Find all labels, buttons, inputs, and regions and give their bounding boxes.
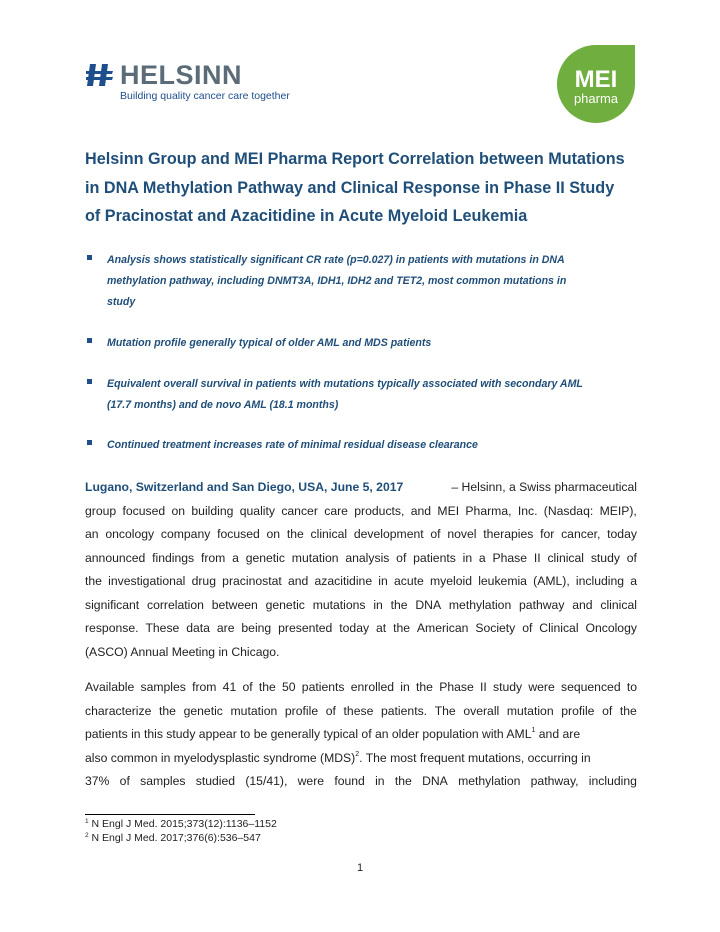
- highlight-item: [85, 250, 645, 313]
- helsinn-mark-icon: [86, 64, 114, 86]
- dateline: Lugano, Switzerland and San Diego, USA, June 5, 2017: [85, 480, 404, 494]
- page-number: 1: [356, 862, 364, 874]
- paragraph-text: also common in myelodysplastic syndrome (MDS)$^2$. The most frequent mutations, occurring in: [85, 750, 591, 765]
- footnote-item: $^1$ N Engl J Med. 2015;373(12):1136–1152: [85, 818, 277, 830]
- mei-pharma-logo: [557, 45, 635, 123]
- title-line: Helsinn Group and MEI Pharma Report Correlation between Mutations: [85, 150, 625, 168]
- paragraph-line: response. These data are being presented today at the American Society of Clinical Oncology: [85, 621, 637, 635]
- mei-logo-badge: [557, 45, 635, 123]
- paragraph-line: [85, 723, 637, 747]
- footnote-ref[interactable]: 2: [355, 750, 360, 758]
- press-release-title: [85, 145, 655, 231]
- paragraph-line: [85, 476, 637, 500]
- highlight-item: [85, 435, 645, 456]
- title-line: of Pracinostat and Azacitidine in Acute Myeloid Leukemia: [85, 207, 528, 225]
- helsinn-tagline: Building quality cancer care together: [120, 90, 290, 102]
- paragraph-line: [85, 747, 637, 771]
- square-bullet-icon: [87, 379, 92, 384]
- highlight-line: Equivalent overall survival in patients with mutations typically associated with secondary AML: [107, 378, 583, 390]
- highlight-line: (17.7 months) and de novo AML (18.1 months): [107, 399, 339, 411]
- footnote-divider: [85, 814, 255, 815]
- highlight-line: Continued treatment increases rate of minimal residual disease clearance: [107, 439, 478, 451]
- paragraph-line: Available samples from 41 of the 50 patients enrolled in the Phase II study were sequenced to: [85, 680, 637, 694]
- highlight-item: [85, 374, 645, 416]
- paragraph-line: (ASCO) Annual Meeting in Chicago.: [85, 644, 280, 659]
- highlight-line: methylation pathway, including DNMT3A, IDH1, IDH2 and TET2, most common mutations in: [107, 275, 567, 287]
- body-paragraph-2: [85, 676, 637, 794]
- mei-logo-line2: pharma: [573, 91, 619, 106]
- footnote-item: $^2$ N Engl J Med. 2017;376(6):536–547: [85, 832, 261, 844]
- square-bullet-icon: [87, 338, 92, 343]
- paragraph-line: an oncology company focused on the clinical development of novel therapies for cancer, today: [85, 527, 637, 541]
- highlight-item: [85, 333, 645, 354]
- paragraph-text: patients in this study appear to be generally typical of an older population with AML$^1$ and are: [85, 727, 581, 741]
- highlight-line: Analysis shows statistically significant CR rate (p=0.027) in patients with mutations in DNA: [107, 254, 565, 266]
- mei-logo-line1: MEI: [574, 66, 618, 93]
- title-line: in DNA Methylation Pathway and Clinical Response in Phase II Study: [85, 178, 615, 197]
- highlight-line: Mutation profile generally typical of older AML and MDS patients: [107, 337, 432, 349]
- paragraph-line: characterize the genetic mutation profile of these patients. The overall mutation profile of the: [85, 703, 637, 718]
- square-bullet-icon: [87, 440, 92, 445]
- body-paragraph-1: [85, 476, 637, 664]
- footnotes: [85, 817, 277, 845]
- footnote-ref[interactable]: 1: [531, 727, 536, 734]
- paragraph-line: the investigational drug pracinostat and azacitidine in acute myeloid leukemia (AML), including a: [85, 574, 637, 588]
- helsinn-wordmark: HELSINN: [120, 60, 243, 90]
- paragraph-line: 37% of samples studied (15/41), were found in the DNA methylation pathway, including: [85, 774, 637, 788]
- paragraph-line: announced findings from a genetic mutation analysis of patients in a Phase II clinical study of: [85, 550, 637, 565]
- square-bullet-icon: [87, 255, 92, 260]
- highlight-line: study: [107, 296, 136, 308]
- helsinn-logo: [86, 60, 290, 104]
- paragraph-line: significant correlation between genetic mutations in the DNA methylation pathway and clinical: [85, 597, 637, 612]
- paragraph-line: group focused on building quality cancer care products, and MEI Pharma, Inc. (Nasdaq: MEIP),: [85, 503, 637, 518]
- paragraph-text: – Helsinn, a Swiss pharmaceutical: [451, 480, 637, 494]
